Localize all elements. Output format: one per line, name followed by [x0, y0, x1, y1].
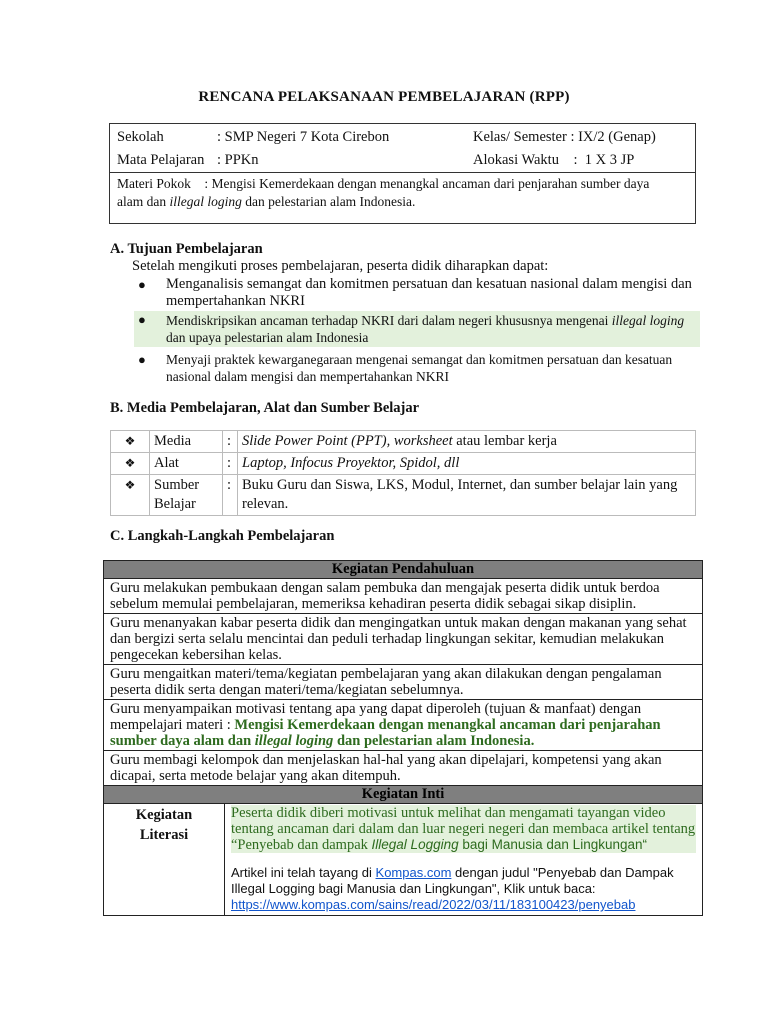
kelas-semester: Kelas/ Semester : IX/2 (Genap): [473, 129, 656, 145]
table-row: [104, 786, 703, 804]
media-table: [110, 430, 696, 516]
pendahuluan-header: Kegiatan Pendahuluan: [104, 561, 703, 579]
artikel-text: Artikel ini telah tayang di Kompas.com dengan judul "Penyebab dan Dampak Illegal Logging bagi Manusia dan Lingkungan", Klik untuk baca: https://www.kompas.com/sains/read/2022/03/11/183100423/penyebab: [231, 865, 674, 912]
kompas-link[interactable]: Kompas.com: [375, 865, 452, 880]
section-a-heading: A. Tujuan Pembelajaran: [110, 241, 263, 257]
table-row: Guru membagi kelompok dan menjelaskan hal-hal yang akan dipelajari, kompetensi yang akan dicapai, serta metode belajar yang akan ditempuh.: [104, 751, 703, 786]
materi-line-1: [117, 175, 649, 193]
table-row: ❖ Media : Slide Power Point (PPT), worksheet atau lembar kerja: [111, 431, 696, 453]
list-item: ● Menyaji praktek kewarganegaraan mengenai semangat dan komitmen persatuan dan kesatuan nasional dalam mengisi dan mempertahankan NKRI: [138, 352, 673, 384]
steps-table: [103, 560, 703, 916]
table-row: ❖ Sumber Belajar : Buku Guru dan Siswa, LKS, Modul, Internet, dan sumber belajar lain yang relevan.: [111, 475, 696, 516]
bullet-icon: ●: [138, 352, 146, 367]
inti-header: Kegiatan Inti: [104, 786, 703, 804]
table-row: Guru mengaitkan materi/tema/kegiatan pembelajaran yang akan dilakukan dengan pengalaman peserta didik serta dengan materi/tema/kegiatan sebelumnya.: [104, 665, 703, 700]
alokasi-waktu: Alokasi Waktu : 1 X 3 JP: [473, 152, 635, 168]
diamond-bullet-icon: ❖: [124, 434, 136, 448]
materi-line-2: alam dan illegal loging dan pelestarian alam Indonesia.: [117, 194, 416, 209]
list-item: ● Mendiskripsikan ancaman terhadap NKRI dari dalam negeri khususnya mengenai illegal loging dan upaya pelestarian alam Indonesia: [134, 311, 700, 347]
section-a-intro: Setelah mengikuti proses pembelajaran, peserta didik diharapkan dapat:: [132, 258, 549, 274]
materi-label: Materi Pokok: [117, 176, 191, 191]
table-row: Guru menyampaikan motivasi tentang apa yang dapat diperoleh (tujuan & manfaat) dengan mempelajari materi : Mengisi Kemerdekaan dengan menangkal ancaman dari penjarahan sumber daya alam dan illegal loging dan pelestarian alam Indonesia.: [104, 700, 703, 751]
materi-text: : Mengisi Kemerdekaan dengan menangkal ancaman dari penjarahan sumber daya: [204, 176, 650, 191]
section-c-heading: C. Langkah-Langkah Pembelajaran: [110, 528, 335, 544]
bullet-icon: ●: [138, 312, 146, 327]
section-b-heading: B. Media Pembelajaran, Alat dan Sumber Belajar: [110, 400, 420, 416]
table-row: [104, 804, 703, 916]
page-title: RENCANA PELAKSANAAN PEMBELAJARAN (RPP): [198, 89, 570, 105]
mapel-value: : PPKn: [217, 152, 259, 168]
table-row: [104, 561, 703, 579]
article-url-link[interactable]: https://www.kompas.com/sains/read/2022/03/11/183100423/penyebab: [231, 897, 636, 912]
table-row: Guru menanyakan kabar peserta didik dan mengingatkan untuk makan dengan makanan yang sehat dan bergizi serta selalu mencintai dan peduli terhadap lingkungan sekitar, kemudian melakukan pengecekan kebersihan kelas.: [104, 614, 703, 665]
literasi-label: Kegiatan Literasi: [104, 804, 225, 916]
bullet-icon: ●: [138, 277, 146, 292]
sekolah-value: : SMP Negeri 7 Kota Cirebon: [217, 129, 390, 145]
diamond-bullet-icon: ❖: [124, 478, 136, 492]
objectives-list: [134, 276, 700, 385]
table-row: ❖ Alat : Laptop, Infocus Proyektor, Spidol, dll: [111, 453, 696, 475]
table-row: Guru melakukan pembukaan dengan salam pembuka dan mengajak peserta didik untuk berdoa sebelum memulai pembelajaran, memeriksa kehadiran peserta didik sebagai sikap disiplin.: [104, 579, 703, 614]
list-item: ● Menganalisis semangat dan komitmen persatuan dan kesatuan nasional dalam mengisi dan mempertahankan NKRI: [138, 276, 692, 309]
literasi-text: Peserta didik diberi motivasi untuk melihat dan mengamati tayangan video tentang ancaman dari dalam dan luar negeri negeri dan membaca artikel tentang “Penyebab dan dampak Illegal Logging bagi Manusia dan Lingkungan“: [231, 805, 696, 853]
sekolah-label: Sekolah: [117, 129, 164, 145]
diamond-bullet-icon: ❖: [124, 456, 136, 470]
mapel-label: Mata Pelajaran: [117, 152, 205, 168]
